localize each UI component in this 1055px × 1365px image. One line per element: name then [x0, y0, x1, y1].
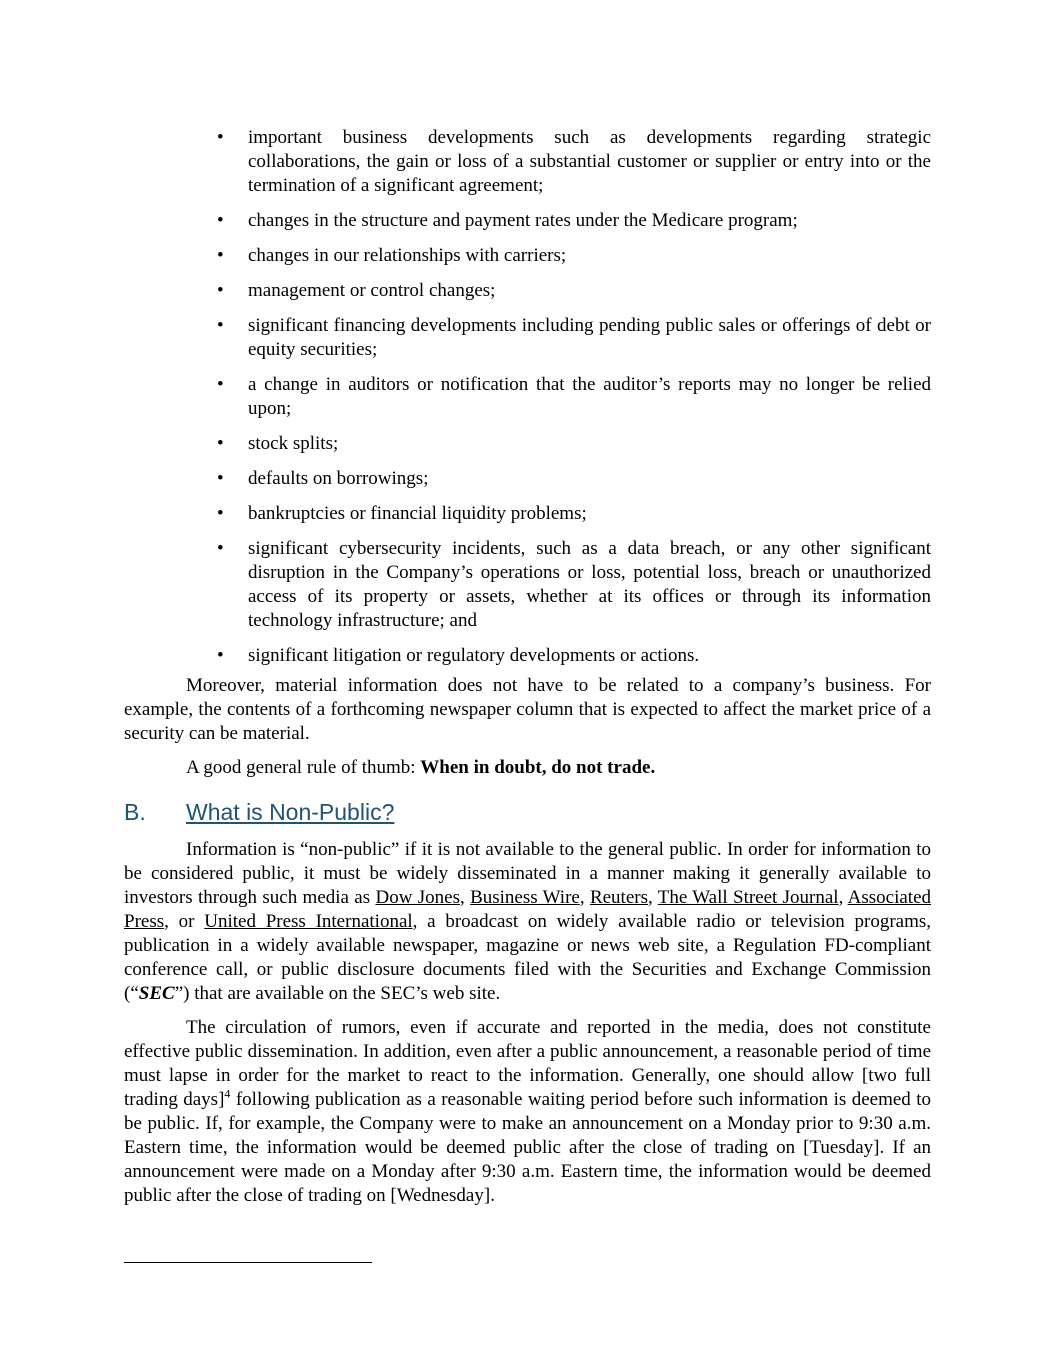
list-item: • a change in auditors or notification that the auditor’s reports may no longer be relied upon;	[217, 374, 931, 419]
list-item: • stock splits;	[217, 433, 339, 454]
material-information-list	[124, 126, 931, 668]
rule-of-thumb-emphasis: When in doubt, do not trade.	[420, 757, 656, 778]
circulation-paragraph: The circulation of rumors, even if accurate and reported in the media, does not constitute effective public dissemination. In addition, even after a public announcement, a reasonable period of time must lapse in order for the market to react to the information. Generally, one should allow [two full trading days]$^4$ following publication as a reasonable waiting period before such information is deemed to be public. If, for example, the Company were to make an announcement on a Monday prior to 9:30 a.m. Eastern time, the information would be deemed public after the close of trading on [Tuesday]. If an announcement were made on a Monday after 9:30 a.m. Eastern time, the information would be deemed public after the close of trading on [Wednesday].	[124, 1017, 931, 1206]
sec-defined-term: SEC	[138, 983, 175, 1004]
list-item: • important business developments such as developments regarding strategic collaborations, the gain or loss of a substantial customer or supplier or entry into or the termination of a significant agreement;	[217, 127, 931, 196]
bullet-icon: •	[217, 127, 224, 148]
section-b-heading	[124, 798, 931, 826]
section-letter: B.	[124, 799, 146, 825]
section-title: What is Non-Public?	[186, 799, 395, 825]
media-associated-press: Associated Press	[124, 887, 932, 932]
non-public-definition-paragraph: Information is “non-public” if it is not available to the general public. In order for information to be considered public, it must be widely disseminated in a manner making it generally available to investors through such media as Dow Jones, Business Wire, Reuters, The Wall Street Journal, Associated Press, or United Press International, a broadcast on widely available radio or television programs, publication in a widely available newspaper, magazine or news web site, a Regulation FD-compliant conference call, or public disclosure documents filed with the Securities and Exchange Commission (“SEC”) that are available on the SEC’s web site.	[124, 839, 932, 1004]
footnote-reference[interactable]: 4	[224, 1086, 231, 1101]
bullet-icon: •	[217, 645, 224, 666]
list-item: • significant litigation or regulatory developments or actions.	[217, 645, 700, 666]
bullet-icon: •	[217, 374, 224, 395]
list-item: • significant cybersecurity incidents, such as a data breach, or any other significant disruption in the Company’s operations or loss, potential loss, breach or unauthorized access of its property or assets, whether at its offices or through its information technology infrastructure; and	[217, 538, 931, 631]
bullet-icon: •	[217, 210, 224, 231]
bullet-icon: •	[217, 245, 224, 266]
moreover-paragraph: Moreover, material information does not have to be related to a company’s business. For example, the contents of a forthcoming newspaper column that is expected to affect the market price of a security can be material.	[124, 675, 931, 744]
media-business-wire: Business Wire	[470, 887, 580, 908]
media-dow-jones: Dow Jones	[375, 887, 460, 908]
document-page	[124, 126, 931, 1218]
footnote-separator	[124, 1262, 372, 1263]
bullet-icon: •	[217, 433, 224, 454]
media-reuters: Reuters	[589, 887, 648, 908]
list-item: • changes in the structure and payment rates under the Medicare program;	[217, 210, 798, 231]
media-united-press-international: United Press International	[204, 911, 413, 932]
list-item: • changes in our relationships with carriers;	[217, 245, 567, 266]
list-item: • defaults on borrowings;	[217, 468, 429, 489]
list-item: • significant financing developments including pending public sales or offerings of debt or equity securities;	[217, 315, 931, 360]
rule-of-thumb-paragraph: A good general rule of thumb: When in doubt, do not trade.	[186, 757, 656, 778]
bullet-icon: •	[217, 280, 224, 301]
media-wall-street-journal: The Wall Street Journal	[657, 887, 839, 908]
bullet-icon: •	[217, 315, 224, 336]
bullet-icon: •	[217, 538, 224, 559]
list-item: • bankruptcies or financial liquidity problems;	[217, 503, 587, 524]
list-item: • management or control changes;	[217, 280, 496, 301]
bullet-icon: •	[217, 503, 224, 524]
bullet-icon: •	[217, 468, 224, 489]
